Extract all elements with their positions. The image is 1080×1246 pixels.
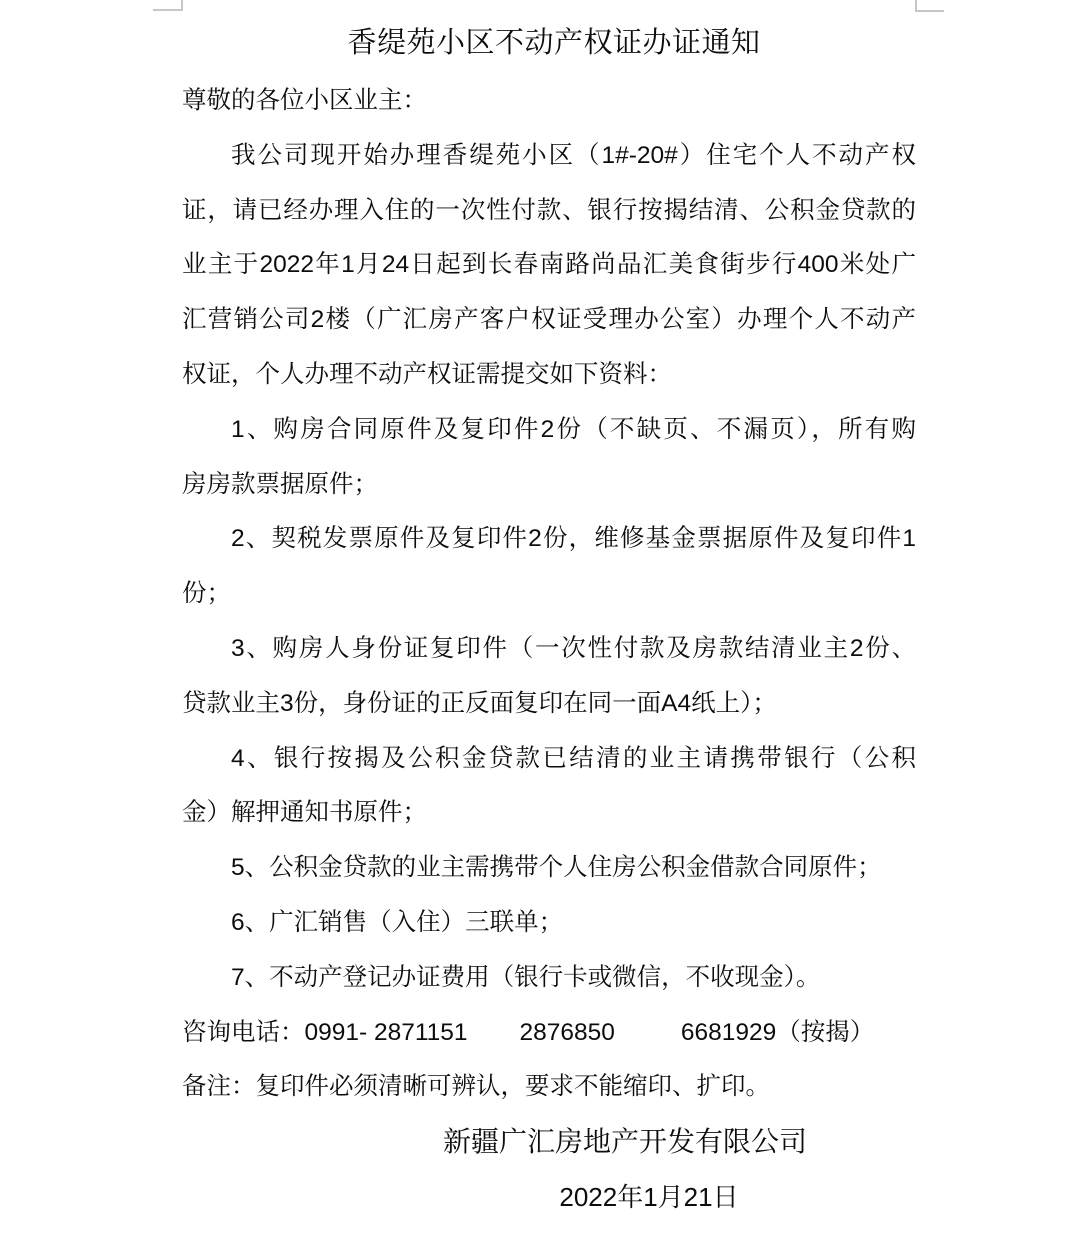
document-line: 5、公积金贷款的业主需携带个人住房公积金借款合同原件； bbox=[231, 854, 882, 882]
notice-title: 香缇苑小区不动产权证办证通知 bbox=[347, 27, 761, 59]
contact-phone-number-2: 2876850 bbox=[519, 1018, 615, 1046]
notice-remark: 备注：复印件必须清晰可辨认，要求不能缩印、扩印。 bbox=[182, 1073, 770, 1101]
document-line: 6、广汇销售（入住）三联单； bbox=[231, 908, 564, 936]
document-line: 贷款业主3份，身份证的正反面复印在同一面A4纸上）； bbox=[182, 689, 777, 717]
document-line: 1、购房合同原件及复印件2份（不缺页、不漏页），所有购 bbox=[231, 415, 916, 443]
document-line: 份； bbox=[182, 580, 231, 608]
document-line: 权证，个人办理不动产权证需提交如下资料： bbox=[182, 360, 672, 388]
document-line: 业主于2022年1月24日起到长春南路尚品汇美食街步行400米处广 bbox=[182, 251, 916, 279]
document-line: 7、不动产登记办证费用（银行卡或微信，不收现金）。 bbox=[231, 963, 821, 991]
document-line: 2、契税发票原件及复印件2份，维修基金票据原件及复印件1 bbox=[231, 525, 916, 553]
document-line: 3、购房人身份证复印件（一次性付款及房款结清业主2份、 bbox=[231, 634, 916, 662]
company-signature: 新疆广汇房地产开发有限公司 bbox=[442, 1126, 807, 1158]
document-line: 汇营销公司2楼（广汇房产客户权证受理办公室）办理个人不动产 bbox=[182, 306, 916, 334]
contact-phone-label: 咨询电话： bbox=[182, 1018, 305, 1046]
document-line: 金）解押通知书原件； bbox=[182, 799, 427, 827]
document-line: 我公司现开始办理香缇苑小区（1#-20#）住宅个人不动产权 bbox=[231, 141, 916, 169]
contact-phone-line bbox=[182, 1006, 916, 1061]
body-lines bbox=[182, 74, 916, 1006]
document-line: 4、银行按揭及公积金贷款已结清的业主请携带银行（公积 bbox=[231, 744, 916, 772]
contact-phone-number-3: 6681929（按揭） bbox=[680, 1018, 875, 1046]
notice-date: 2022年1月21日 bbox=[559, 1181, 739, 1212]
document-line: 证，请已经办理入住的一次性付款、银行按揭结清、公积金贷款的 bbox=[182, 196, 916, 224]
document-line: 房房款票据原件； bbox=[182, 470, 378, 498]
document-line: 尊敬的各位小区业主： bbox=[182, 87, 427, 114]
notice-body bbox=[182, 74, 916, 1225]
page-margin-corner-mark-left bbox=[153, 0, 183, 11]
contact-phone-number-1: 0991- 2871151 bbox=[304, 1018, 468, 1046]
page-margin-corner-mark-right bbox=[915, 0, 944, 12]
